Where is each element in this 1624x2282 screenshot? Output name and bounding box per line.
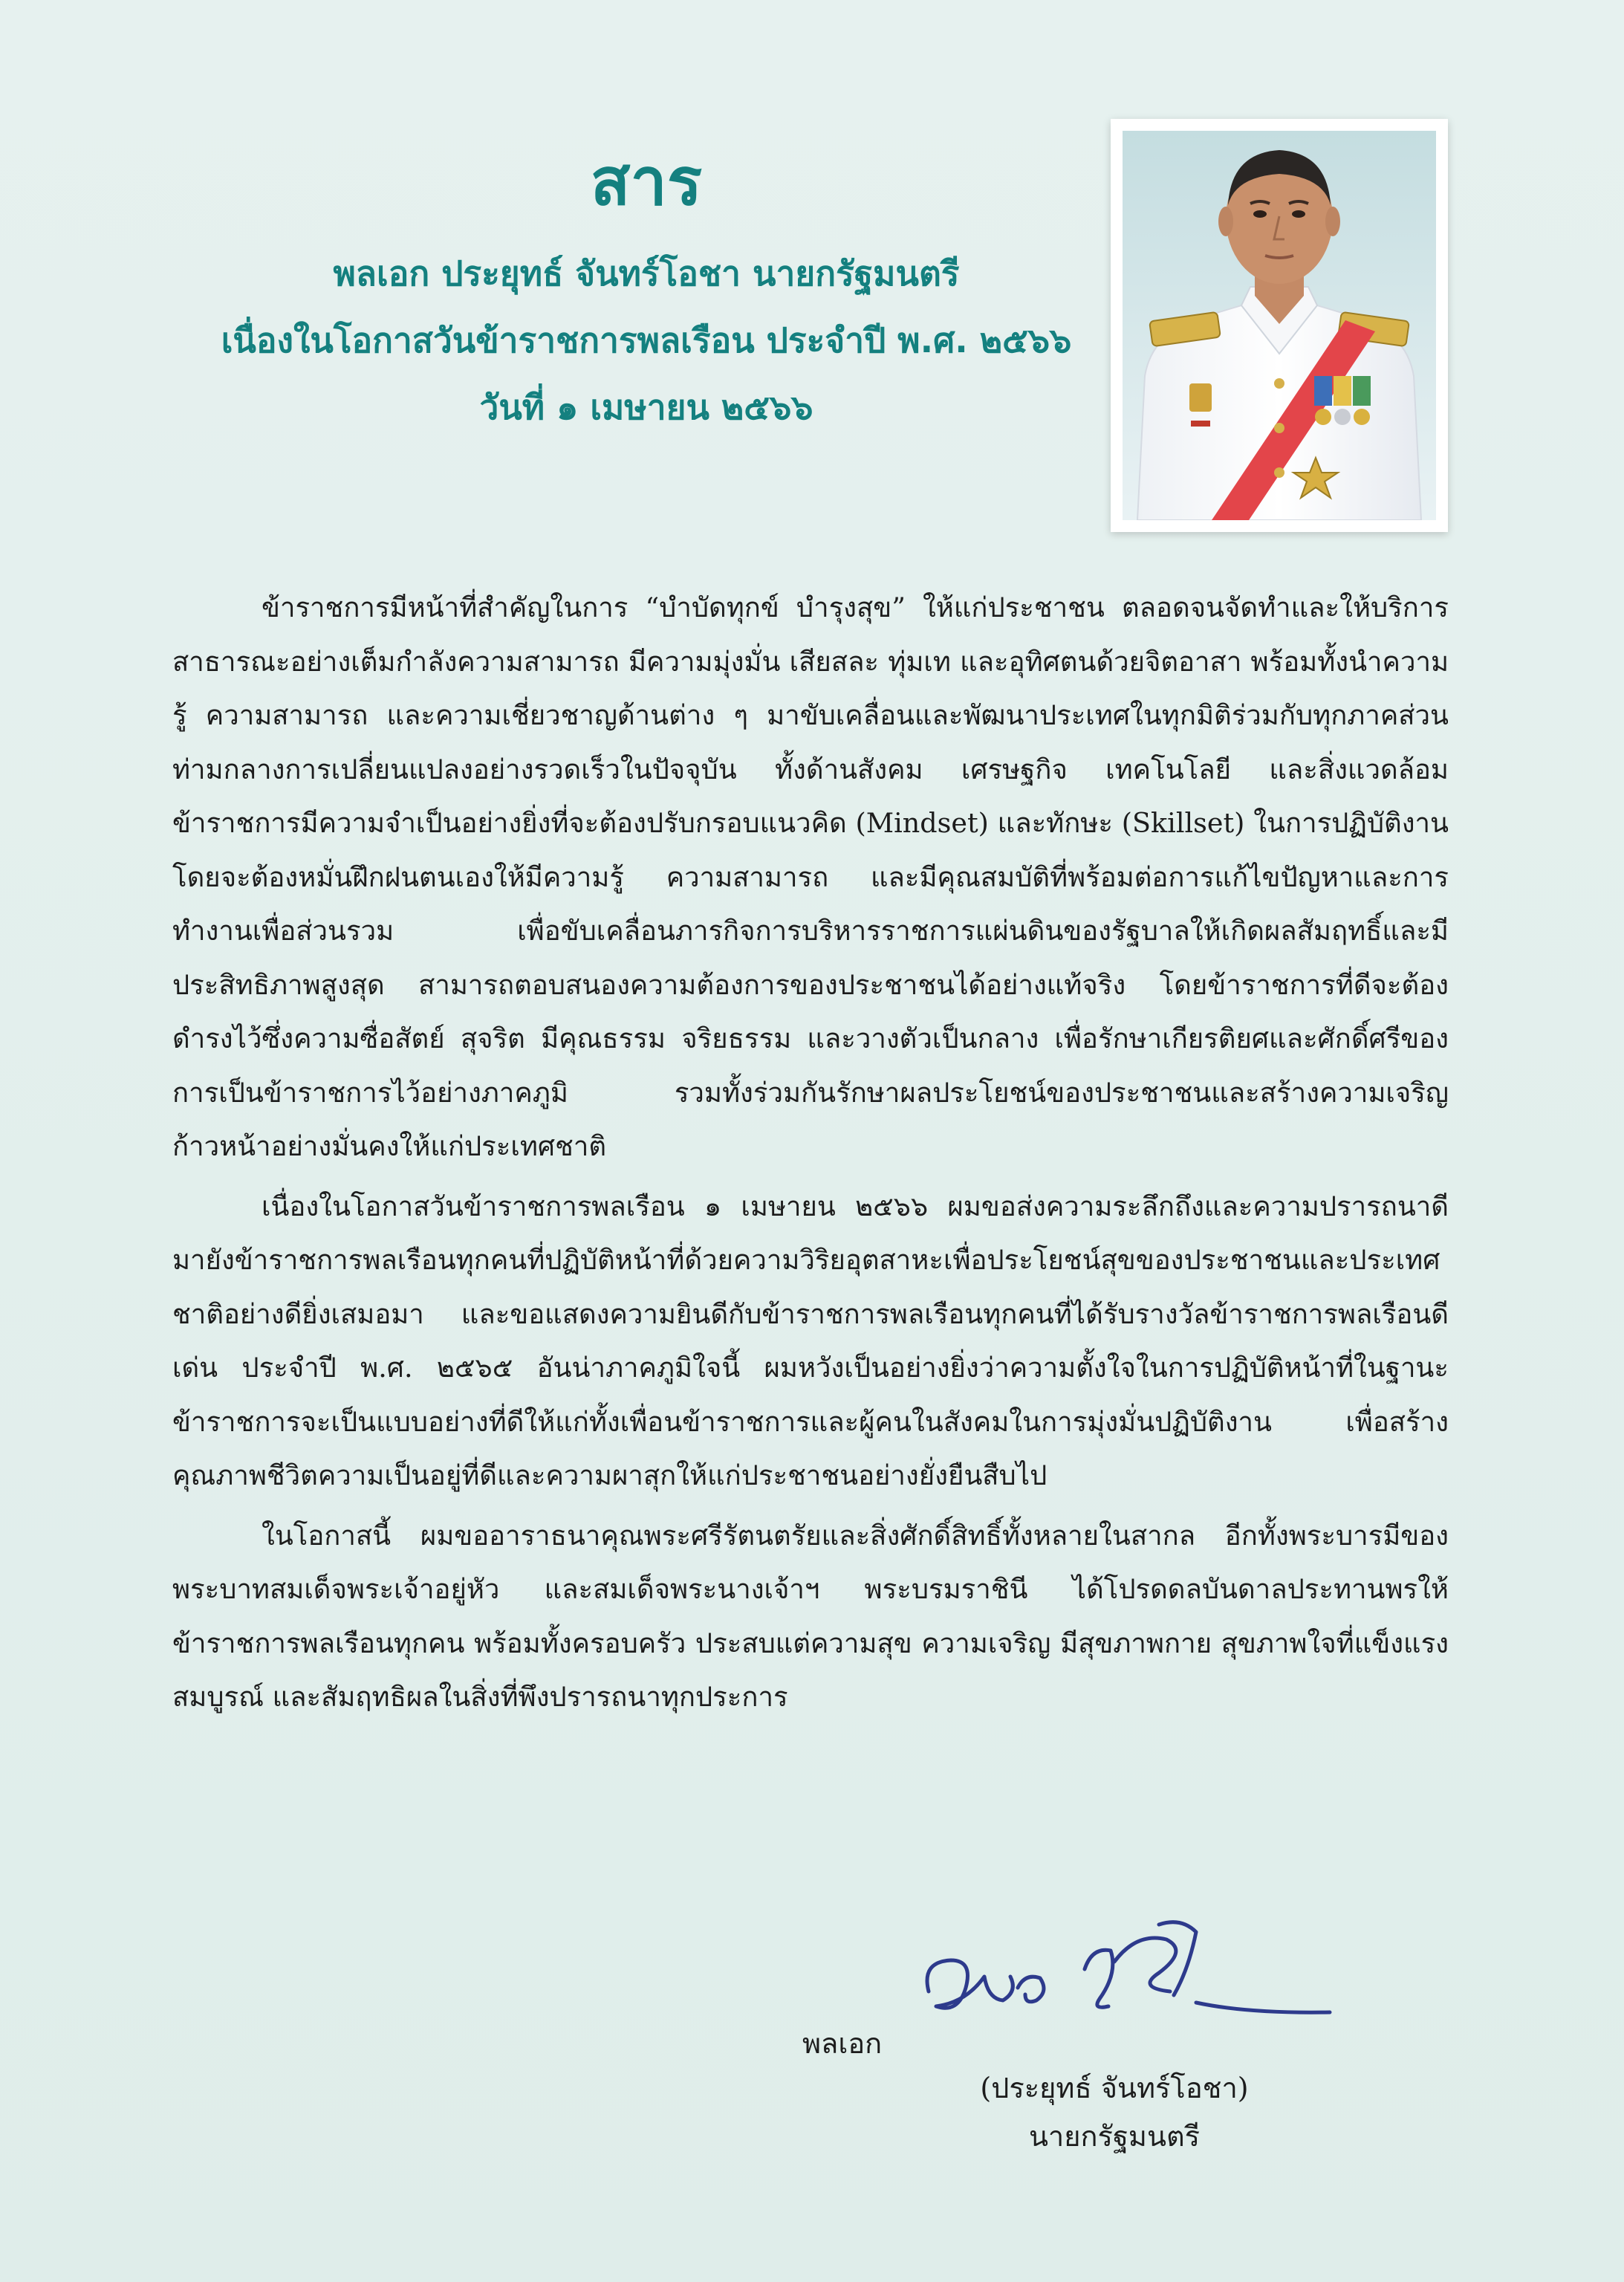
date-line: วันที่ ๑ เมษายน ๒๕๖๖ bbox=[479, 387, 813, 427]
message-body bbox=[172, 581, 1449, 1731]
signature-block bbox=[780, 1917, 1434, 2185]
message-title: สาร bbox=[590, 143, 703, 220]
occasion-line: เนื่องในโอกาสวันข้าราชการพลเรือน ประจำปี พ.ศ. ๒๕๖๖ bbox=[221, 320, 1072, 360]
portrait-image bbox=[1123, 131, 1436, 520]
body-paragraph-2: เนื่องในโอกาสวันข้าราชการพลเรือน ๑ เมษายน ๒๕๖๖ ผมขอส่งความระลึกถึงและความปรารถนาดีมายังข้าราชการพลเรือนทุกคนที่ปฏิบัติหน้าที่ด้วยความวิริยอุตสาหะเพื่อประโยชน์สุขของประชาชนและประเทศชาติอย่างดียิ่งเสมอมา และขอแสดงความยินดีกับข้าราชการพลเรือนทุกคนที่ได้รับรางวัลข้าราชการพลเรือนดีเด่น ประจำปี พ.ศ. ๒๕๖๕ อันน่าภาคภูมิใจนี้ ผมหวังเป็นอย่างยิ่งว่าความตั้งใจในการปฏิบัติหน้าที่ในฐานะข้าราชการจะเป็นแบบอย่างที่ดีให้แก่ทั้งเพื่อนข้าราชการและผู้คนในสังคมในการมุ่งมั่นปฏิบัติงาน เพื่อสร้างคุณภาพชีวิตความเป็นอยู่ที่ดีและความผาสุกให้แก่ประชาชนอย่างยั่งยืนสืบไป bbox=[172, 1190, 1449, 1491]
body-paragraph-1: ข้าราชการมีหน้าที่สำคัญในการ “บำบัดทุกข์ บำรุงสุข” ให้แก่ประชาชน ตลอดจนจัดทำและให้บริการสาธารณะอย่างเต็มกำลังความสามารถ มีความมุ่งมั่น เสียสละ ทุ่มเท และอุทิศตนด้วยจิตอาสา พร้อมทั้งนำความรู้ ความสามารถ และความเชี่ยวชาญด้านต่าง ๆ มาขับเคลื่อนและพัฒนาประเทศในทุกมิติร่วมกับทุกภาคส่วน ท่ามกลางการเปลี่ยนแปลงอย่างรวดเร็วในปัจจุบัน ทั้งด้านสังคม เศรษฐกิจ เทคโนโลยี และสิ่งแวดล้อม ข้าราชการมีความจำเป็นอย่างยิ่งที่จะต้องปรับกรอบแนวคิด (Mindset) และทักษะ (Skillset) ในการปฏิบัติงาน โดยจะต้องหมั่นฝึกฝนตนเองให้มีความรู้ ความสามารถ และมีคุณสมบัติที่พร้อมต่อการแก้ไขปัญหาและการทำงานเพื่อส่วนรวม เพื่อขับเคลื่อนภารกิจการบริหารราชการแผ่นดินของรัฐบาลให้เกิดผลสัมฤทธิ์และมีประสิทธิภาพสูงสุด สามารถตอบสนองความต้องการของประชาชนได้อย่างแท้จริง โดยข้าราชการที่ดีจะต้องดำรงไว้ซึ่งความซื่อสัตย์ สุจริต มีคุณธรรม จริยธรรม และวางตัวเป็นกลาง เพื่อรักษาเกียรติยศและศักดิ์ศรีของการเป็นข้าราชการไว้อย่างภาคภูมิ รวมทั้งร่วมกันรักษาผลประโยชน์ของประชาชนและสร้างความเจริญก้าวหน้าอย่างมั่นคงให้แก่ประเทศชาติ bbox=[172, 591, 1449, 1162]
handwritten-signature bbox=[914, 1917, 1360, 2051]
portrait-photo bbox=[1111, 119, 1448, 532]
author-line: พลเอก ประยุทธ์ จันทร์โอชา นายกรัฐมนตรี bbox=[333, 253, 960, 294]
signature-title: นายกรัฐมนตรี bbox=[1028, 2120, 1201, 2153]
signature-rank: พลเอก bbox=[802, 2027, 883, 2060]
signature-name: (ประยุทธ์ จันทร์โอชา) bbox=[980, 2072, 1249, 2104]
message-header bbox=[149, 137, 1144, 441]
body-paragraph-3: ในโอกาสนี้ ผมขออาราธนาคุณพระศรีรัตนตรัยและสิ่งศักดิ์สิทธิ์ทั้งหลายในสากล อีกทั้งพระบารมีของพระบาทสมเด็จพระเจ้าอยู่หัว และสมเด็จพระนางเจ้าฯ พระบรมราชินี ได้โปรดดลบันดาลประทานพรให้ข้าราชการพลเรือนทุกคน พร้อมทั้งครอบครัว ประสบแต่ความสุข ความเจริญ มีสุขภาพกาย สุขภาพใจที่แข็งแรงสมบูรณ์ และสัมฤทธิผลในสิ่งที่พึงปรารถนาทุกประการ bbox=[172, 1519, 1449, 1713]
